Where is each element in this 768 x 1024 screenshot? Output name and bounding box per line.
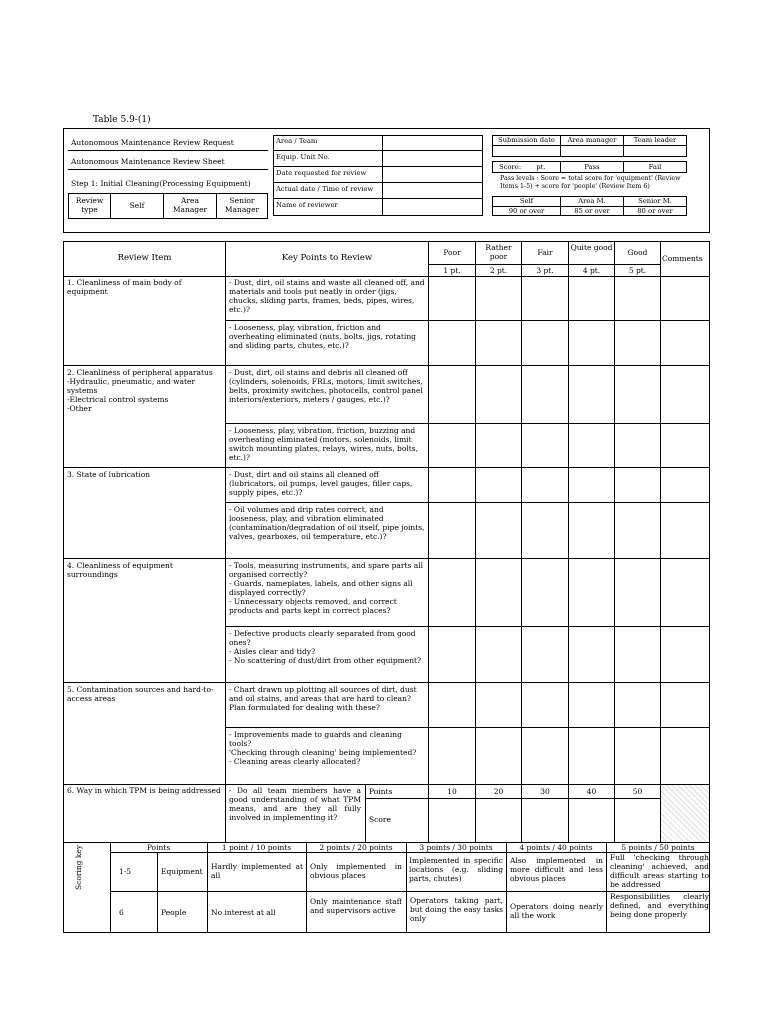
- review-item-1: 1. Cleanliness of main body of equipment: [67, 278, 182, 296]
- field-actual-date: Actual date / Time of review: [276, 185, 374, 193]
- score-equipment-4: Also implemented in more difficult and less obvious places: [510, 856, 603, 883]
- score-equipment-5: Full 'checking through cleaning' achieved, and difficult areas starting to be addressed: [610, 853, 709, 889]
- level-senior-value: 80 or over: [637, 207, 673, 215]
- score-people-4: Operators doing nearly all the work: [510, 902, 603, 920]
- col-good: Good: [627, 248, 648, 257]
- score-people-3: Operators taking part, but doing the easy tasks only: [410, 896, 503, 923]
- score-people-1: No interest at all: [211, 908, 276, 917]
- level-area: Area M.: [578, 197, 606, 205]
- score-label: Score: pt.: [499, 163, 546, 171]
- key-point-6: - Do all team members have a good understanding of what TPM means, and are they all fully involved in implementing it?: [229, 786, 361, 822]
- score-equipment-2: Only implemented in obvious places: [310, 862, 402, 880]
- key-point-4a: - Tools, measuring instruments, and spare parts all organised correctly? - Guards, nameplates, labels, and other signs all displayed correctly? - Unnecessary objects removed, and correct products and parts kept in correct places?: [229, 561, 423, 615]
- row6-value-4: 40: [586, 787, 597, 796]
- key-point-2a: - Dust, dirt, oil stains and debris all cleaned off (cylinders, solenoids, FRLs, motors, limit switches, belts, proximity switches, photocells, control panel interiors/exteriors, meters / gauges, etc.)?: [229, 368, 423, 404]
- col-poor: Poor: [443, 248, 461, 257]
- key-point-5b: - Improvements made to guards and cleaning tools? 'Checking through cleaning' being implemented? - Cleaning areas clearly allocated?: [229, 730, 417, 766]
- review-item-3: 3. State of lubrication: [67, 470, 151, 479]
- sign-submission-date: Submission date: [498, 136, 555, 144]
- field-reviewer: Name of reviewer: [276, 201, 338, 209]
- score-header-points: Points: [146, 843, 171, 852]
- fail-option[interactable]: Fail: [648, 163, 662, 171]
- pass-option[interactable]: Pass: [584, 163, 600, 171]
- pts-2: 2 pt.: [489, 266, 508, 275]
- sign-team-leader: Team leader: [633, 136, 677, 144]
- row6-points-label: Points: [369, 787, 393, 796]
- review-type-label: Review type: [75, 196, 104, 214]
- title-sheet: Autonomous Maintenance Review Sheet: [71, 157, 225, 166]
- review-item-4: 4. Cleanliness of equipment surroundings: [67, 561, 173, 579]
- row6-value-1: 10: [447, 787, 457, 796]
- key-point-3a: - Dust, dirt and oil stains all cleaned off (lubricators, oil pumps, level gauges, filler caps, supply pipes, etc.)?: [229, 470, 413, 497]
- review-item-6: 6. Way in which TPM is being addressed: [67, 786, 221, 795]
- pass-levels-note: Pass levels : Score = total score for 'equipment' (Review Items 1-5) + score for 'people' (Review Item 6): [500, 175, 681, 190]
- score-header-5: 5 points / 50 points: [621, 843, 695, 852]
- key-point-4b: - Defective products clearly separated from good ones? - Aisles clear and tidy? - No scattering of dust/dirt from other equipment?: [229, 629, 422, 665]
- row6-score-label: Score: [369, 815, 391, 824]
- score-category-equipment: Equipment: [161, 867, 203, 876]
- field-date-requested: Date requested for review: [276, 169, 367, 177]
- col-review-item: Review Item: [117, 253, 172, 263]
- level-self: Self: [519, 197, 534, 205]
- review-type-self[interactable]: Self: [129, 201, 145, 210]
- pts-3: 3 pt.: [536, 266, 554, 275]
- score-people-2: Only maintenance staff and supervisors active: [310, 897, 402, 915]
- score-category-people: People: [161, 908, 187, 917]
- field-area-team: Area / Team: [276, 137, 318, 145]
- step-label: Step 1: Initial Cleaning(Processing Equipment): [71, 179, 251, 188]
- pts-4: 4 pt.: [582, 266, 601, 275]
- scoring-key-label: Scoring key: [74, 844, 83, 890]
- level-senior: Senior M.: [638, 197, 672, 205]
- score-equipment-1: Hardly implemented at all: [211, 862, 303, 880]
- row6-value-5: 50: [632, 787, 643, 796]
- sign-area-manager: Area manager: [567, 136, 617, 144]
- review-type-area-manager[interactable]: Area Manager: [172, 196, 208, 214]
- pts-1: 1 pt.: [443, 266, 461, 275]
- key-point-2b: - Looseness, play, vibration, friction, buzzing and overheating eliminated (motors, solenoids, limit switch mounting plates, relays, wires, nuts, bolts, etc.)?: [229, 426, 419, 462]
- pts-5: 5 pt.: [628, 266, 647, 275]
- level-self-value: 90 or over: [508, 207, 545, 215]
- score-header-3: 3 points / 30 points: [419, 843, 493, 852]
- row6-value-2: 20: [493, 787, 504, 796]
- key-point-3b: - Oil volumes and drip rates correct, and looseness, play, and vibration eliminated (contamination/degradation of oil itself, pipe joints, valves, gearboxes, oil temperature, etc.)?: [229, 505, 425, 541]
- col-comments: Comments: [662, 254, 703, 263]
- col-rather-poor: Rather poor: [485, 243, 512, 261]
- score-range-equipment: 1-5: [119, 867, 132, 876]
- col-key-points: Key Points to Review: [281, 253, 373, 263]
- review-type-senior-manager[interactable]: Senior Manager: [224, 196, 260, 214]
- level-area-value: 85 or over: [574, 207, 610, 215]
- field-equip-unit: Equip. Unit No.: [276, 153, 330, 161]
- title-request: Autonomous Maintenance Review Request: [71, 138, 234, 147]
- col-fair: Fair: [537, 248, 553, 257]
- key-point-1b: - Looseness, play, vibration, friction and overheating eliminated (nuts, bolts, jigs, rotating and sliding parts, chutes, etc.)?: [229, 323, 416, 350]
- score-header-2: 2 points / 20 points: [319, 843, 393, 852]
- key-point-1a: - Dust, dirt, oil stains and waste all cleaned off, and materials and tools put neatly in order (jigs, chucks, sliding parts, frames, beds, pipes, wires, etc.)?: [229, 278, 425, 314]
- score-people-5: Responsibilities clearly defined, and everything being done properly: [610, 892, 709, 919]
- col-quite-good: Quite good: [570, 243, 613, 252]
- review-item-5: 5. Contamination sources and hard-to-access areas: [67, 685, 214, 703]
- row6-value-3: 30: [540, 787, 550, 796]
- table-label: Table 5.9-(1): [93, 115, 151, 125]
- score-equipment-3: Implemented in specific locations (e.g. sliding parts, chutes): [409, 856, 503, 883]
- score-header-4: 4 points / 40 points: [519, 843, 593, 852]
- review-item-2: 2. Cleanliness of peripheral apparatus -Hydraulic, pneumatic, and water systems -Electrical control systems -Other: [67, 368, 213, 413]
- key-point-5a: - Chart drawn up plotting all sources of dirt, dust and oil stains, and areas that are hard to clean? Plan formulated for dealing with these?: [229, 685, 417, 712]
- score-range-people: 6: [119, 908, 124, 917]
- score-header-1: 1 point / 10 points: [221, 843, 292, 852]
